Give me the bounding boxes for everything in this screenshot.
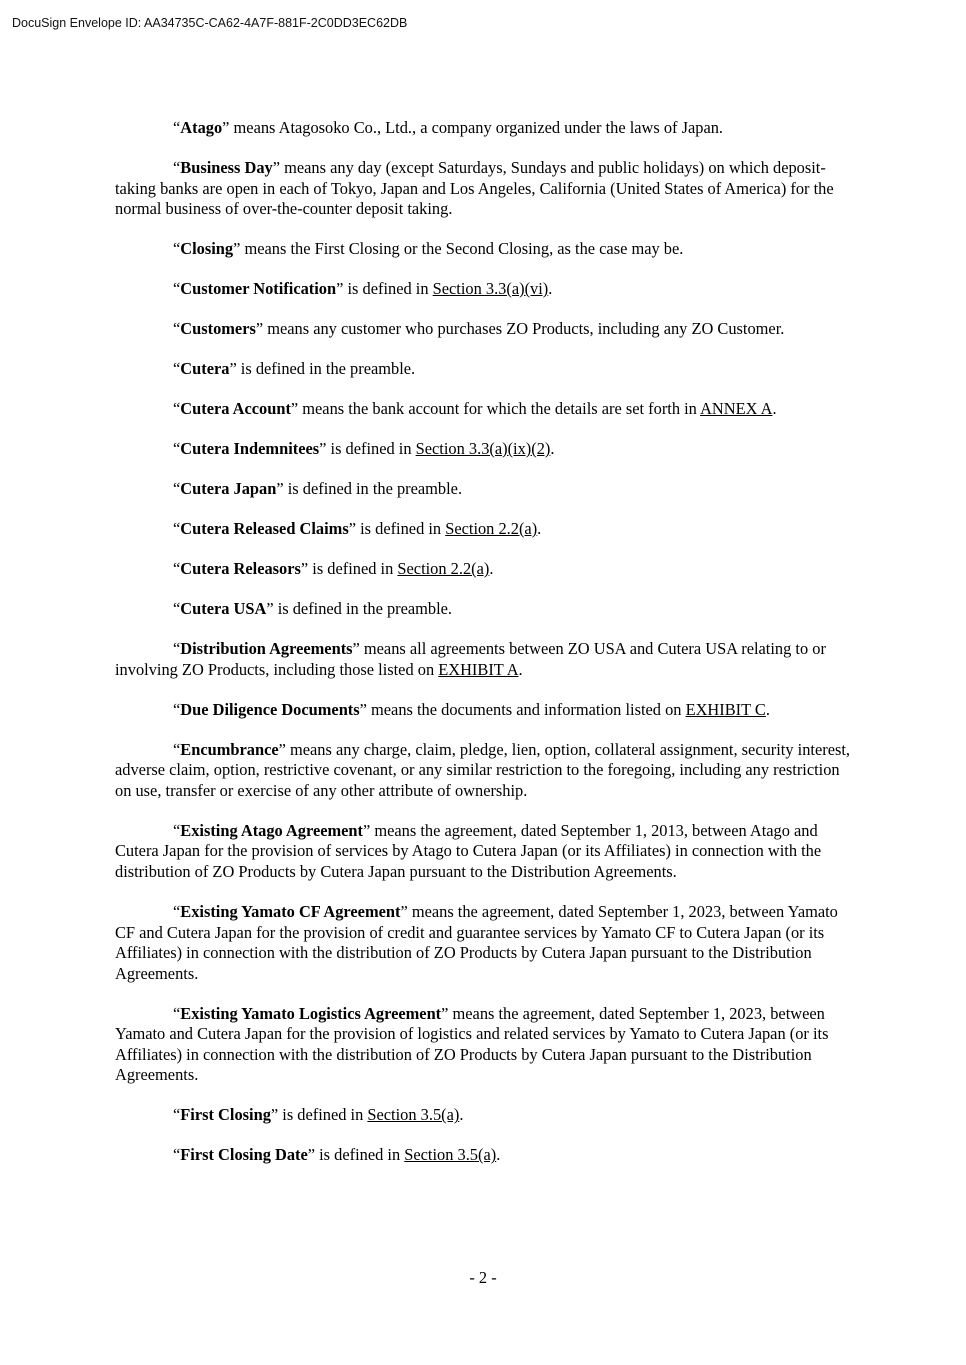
section-reference: Section 3.5(a): [404, 1145, 497, 1165]
definition-distribution-agreements: “Distribution Agreements” means all agreements between ZO USA and Cutera USA relating to or involving ZO Products, including those listed on EXHIBIT A.: [115, 639, 826, 679]
definition-customers: “Customers” means any customer who purchases ZO Products, including any ZO Customer.: [173, 319, 785, 339]
definition-customer-notification: “Customer Notification” is defined in Section 3.3(a)(vi).: [173, 279, 553, 299]
section-reference: Section 3.3(a)(ix)(2): [415, 439, 551, 459]
defined-term: Atago: [180, 118, 223, 137]
definition-existing-atago-agreement: “Existing Atago Agreement” means the agreement, dated September 1, 2013, between Atago and Cutera Japan for the provision of services by Atago to Cutera Japan (or its Affiliates) in connection with the distribution of ZO Products by Cutera Japan pursuant to the Distribution Agreements.: [115, 820, 822, 881]
defined-term: Closing: [180, 239, 234, 259]
definitions-list: [115, 118, 855, 1185]
definition-closing: “Closing” means the First Closing or the Second Closing, as the case may be.: [173, 239, 684, 259]
definition-due-diligence-documents: “Due Diligence Documents” means the documents and information listed on EXHIBIT C.: [173, 699, 770, 719]
defined-term: Cutera Released Claims: [180, 519, 349, 539]
definition-business-day: “Business Day” means any day (except Saturdays, Sundays and public holidays) on which deposit-taking banks are open in each of Tokyo, Japan and Los Angeles, California (United States of America) for the normal business of over-the-counter deposit taking.: [115, 157, 834, 219]
section-reference: Section 2.2(a): [445, 519, 538, 539]
defined-term: First Closing Date: [180, 1145, 308, 1165]
defined-term: Cutera Releasors: [180, 559, 301, 579]
definition-existing-yamato-logistics-agreement: “Existing Yamato Logistics Agreement” means the agreement, dated September 1, 2023, between Yamato and Cutera Japan for the provision of logistics and related services by Yamato to Cutera Japan (or its Affiliates) in connection with the distribution of ZO Products by Cutera Japan pursuant to the Distribution Agreements.: [115, 1003, 829, 1085]
defined-term: Cutera Japan: [180, 479, 277, 499]
defined-term: Cutera Account: [180, 399, 291, 419]
defined-term: Customers: [180, 319, 256, 339]
definition-cutera: “Cutera” is defined in the preamble.: [173, 359, 416, 379]
definition-atago: “Atago” means Atagosoko Co., Ltd., a company organized under the laws of Japan.: [173, 118, 724, 137]
defined-term: Distribution Agreements: [180, 639, 353, 658]
defined-term: Cutera USA: [180, 599, 267, 619]
definition-cutera-released-claims: “Cutera Released Claims” is defined in Section 2.2(a).: [173, 519, 542, 539]
docusign-envelope-id: DocuSign Envelope ID: AA34735C-CA62-4A7F-881F-2C0DD3EC62DB: [12, 16, 408, 30]
defined-term: Existing Yamato CF Agreement: [180, 901, 401, 921]
definition-first-closing: “First Closing” is defined in Section 3.5(a).: [173, 1105, 464, 1125]
definition-cutera-indemnitees: “Cutera Indemnitees” is defined in Section 3.3(a)(ix)(2).: [173, 439, 555, 459]
defined-term: Due Diligence Documents: [180, 699, 360, 719]
defined-term: Existing Yamato Logistics Agreement: [180, 1003, 442, 1023]
definition-cutera-account: “Cutera Account” means the bank account for which the details are set forth in ANNEX A.: [173, 399, 777, 419]
defined-term: Existing Atago Agreement: [180, 820, 363, 840]
annex-reference: ANNEX A: [700, 399, 773, 419]
exhibit-reference: EXHIBIT A: [438, 659, 519, 679]
section-reference: Section 3.3(a)(vi): [432, 279, 549, 299]
defined-term: Cutera Indemnitees: [180, 439, 320, 459]
defined-term: Cutera: [180, 359, 230, 379]
definition-cutera-releasors: “Cutera Releasors” is defined in Section 2.2(a).: [173, 559, 494, 579]
defined-term: Customer Notification: [180, 279, 337, 299]
definition-existing-yamato-cf-agreement: “Existing Yamato CF Agreement” means the agreement, dated September 1, 2023, between Yamato CF and Cutera Japan for the provision of credit and guarantee services by Yamato CF to Cutera Japan (or its Affiliates) in connection with the distribution of ZO Products by Cutera Japan pursuant to the Distribution Agreements.: [115, 901, 838, 983]
section-reference: Section 2.2(a): [397, 559, 490, 579]
section-reference: Section 3.5(a): [367, 1105, 460, 1125]
defined-term: Encumbrance: [180, 739, 279, 759]
exhibit-reference: EXHIBIT C: [685, 699, 766, 719]
definition-cutera-usa: “Cutera USA” is defined in the preamble.: [173, 599, 453, 619]
page-number: - 2 -: [469, 1268, 497, 1287]
definition-encumbrance: “Encumbrance” means any charge, claim, pledge, lien, option, collateral assignment, security interest, adverse claim, option, restrictive covenant, or any similar restriction to the foregoing, including any restriction on use, transfer or exercise of any other attribute of ownership.: [115, 739, 850, 800]
defined-term: First Closing: [180, 1105, 271, 1125]
definition-cutera-japan: “Cutera Japan” is defined in the preamble.: [173, 479, 463, 499]
defined-term: Business Day: [180, 157, 273, 177]
definition-first-closing-date: “First Closing Date” is defined in Section 3.5(a).: [173, 1145, 501, 1165]
